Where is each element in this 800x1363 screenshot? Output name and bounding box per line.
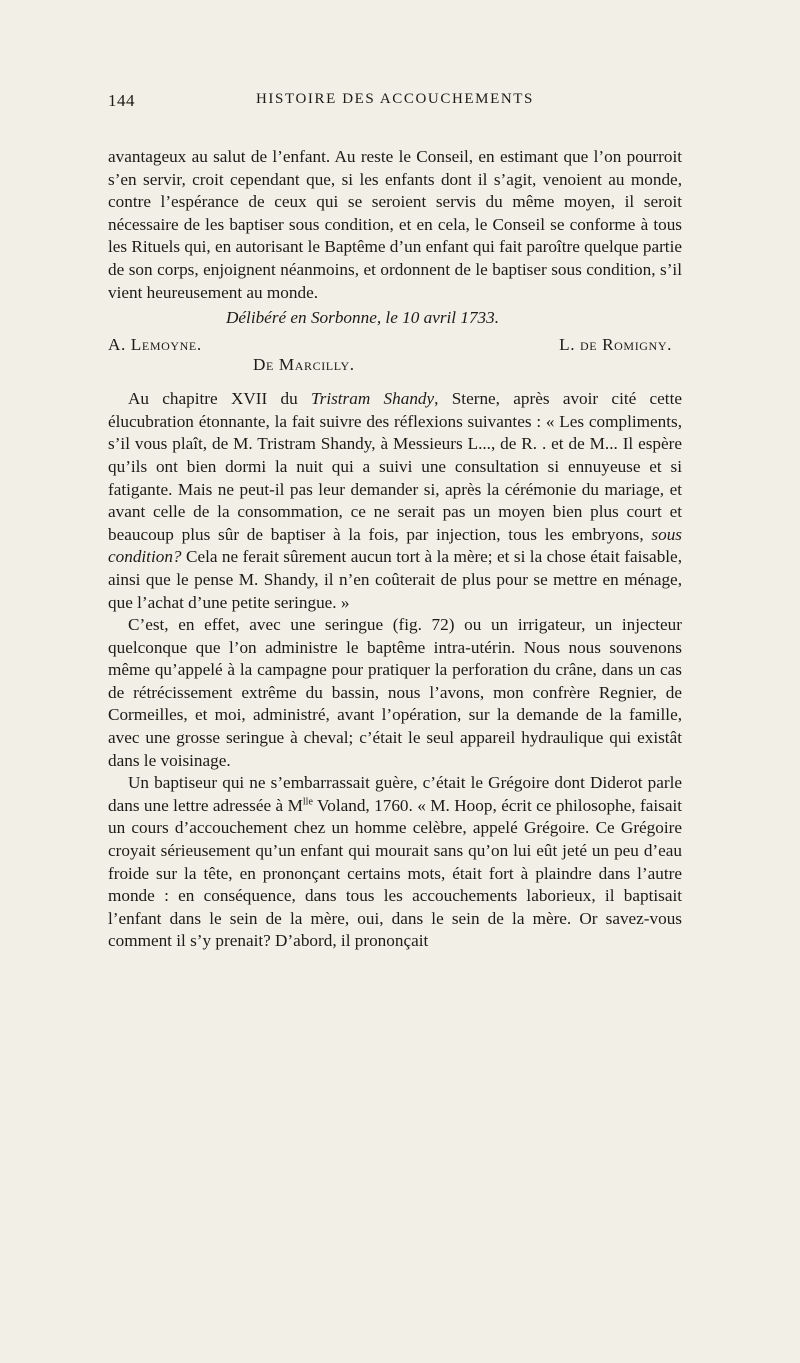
deliberation-line: Délibéré en Sorbonne, le 10 avril 1733. (226, 308, 500, 328)
paragraph-gregoire: Un baptiseur qui ne s’embarrassait guère, c’était le Grégoire dont Diderot parle dans une lettre adressée à $M^{lle}$ Voland, 1760. « M. Hoop, écrit ce philosophe, faisait un cours d’accouchement chez un homme celèbre, appelé Grégoire. Ce Grégoire croyait sérieusement qu’un enfant qui mourait sans qu’on lui eût jeté un peu d’eau froide sur la tête, en prononçant certains mots, était fort à plaindre dans l’autre monde : en conséquence, dans tous les accouchements laborieux, il baptisait l’enfant dans le sein de la mère, oui, dans le sein de la mère. Or savez-vous comment il s’y prenait? D’abord, il prononçait (108, 773, 682, 951)
italic-sous-condition: sous condition? (108, 524, 682, 567)
signature-romigny: L. de Romigny. (559, 335, 672, 355)
running-title: HISTOIRE DES ACCOUCHEMENTS (255, 91, 534, 107)
page-number: 144 (108, 91, 135, 110)
book-title-tristram-shandy: Tristram Shandy (311, 389, 435, 409)
signatures (108, 334, 682, 378)
signature-marcilly: De Marcilly. (253, 355, 355, 375)
signature-lemoyne: A. Lemoyne. (108, 335, 202, 355)
page-header (108, 91, 682, 117)
paragraph-seringue: C’est, en effet, avec une seringue (fig. 72) ou un irrigateur, un injecteur quelconque que l’on administre le baptême intra-utérin. Nous nous souvenons même qu’appelé à la campagne pour pratiquer la perforation du crâne, dans un cas de rétrécissement extrême du bassin, nous l’avons, mon confrère Regnier, de Cormeilles, et moi, administré, avant l’opération, sur la demande de la famille, avec une grosse seringue à cheval; c’était le seul appareil hydraulique qui existât dans le voisinage. (108, 615, 682, 770)
paragraph-tristram-shandy: Au chapitre XVII du Tristram Shandy, Sterne, après avoir cité cette élucubration étonnante, la fait suivre des réflexions suivantes : « Les compliments, s’il vous plaît, de M. Tristram Shandy, à Messieurs L..., de R. . et de M... Il espère qu’ils ont bien dormi la nuit qui a suivi une consultation si ennuyeuse et si fatigante. Mais ne peut-il pas leur demander si, après la cérémonie du mariage, et avant celle de la consommation, ce ne serait pas un moyen bien plus court et beaucoup plus sûr de baptiser à la fois, par injection, tous les embryons, sous condition? Cela ne ferait sûrement aucun tort à la mère; et si la chose était faisable, ainsi que le pense M. Shandy, il n’en coûterait de plus pour se mettre en ménage, que l’achat d’une petite seringue. » (108, 389, 682, 612)
body-text (108, 146, 682, 953)
paragraph-consultation-end: avantageux au salut de l’enfant. Au reste le Conseil, en estimant que l’on pourroit s’en servir, croit cependant que, si les enfants dont il s’agit, venoient au monde, contre l’espérance de ceux qui se seroient servis du même moyen, il seroit nécessaire de les baptiser sous condition, et en cela, le Conseil se conforme à tous les Rituels qui, en autorisant le Baptême d’un enfant qui fait paroître quelque partie de son corps, enjoignent néanmoins, et ordonnent de le baptiser sous condition, s’il vient heureusement au monde. (108, 147, 682, 302)
